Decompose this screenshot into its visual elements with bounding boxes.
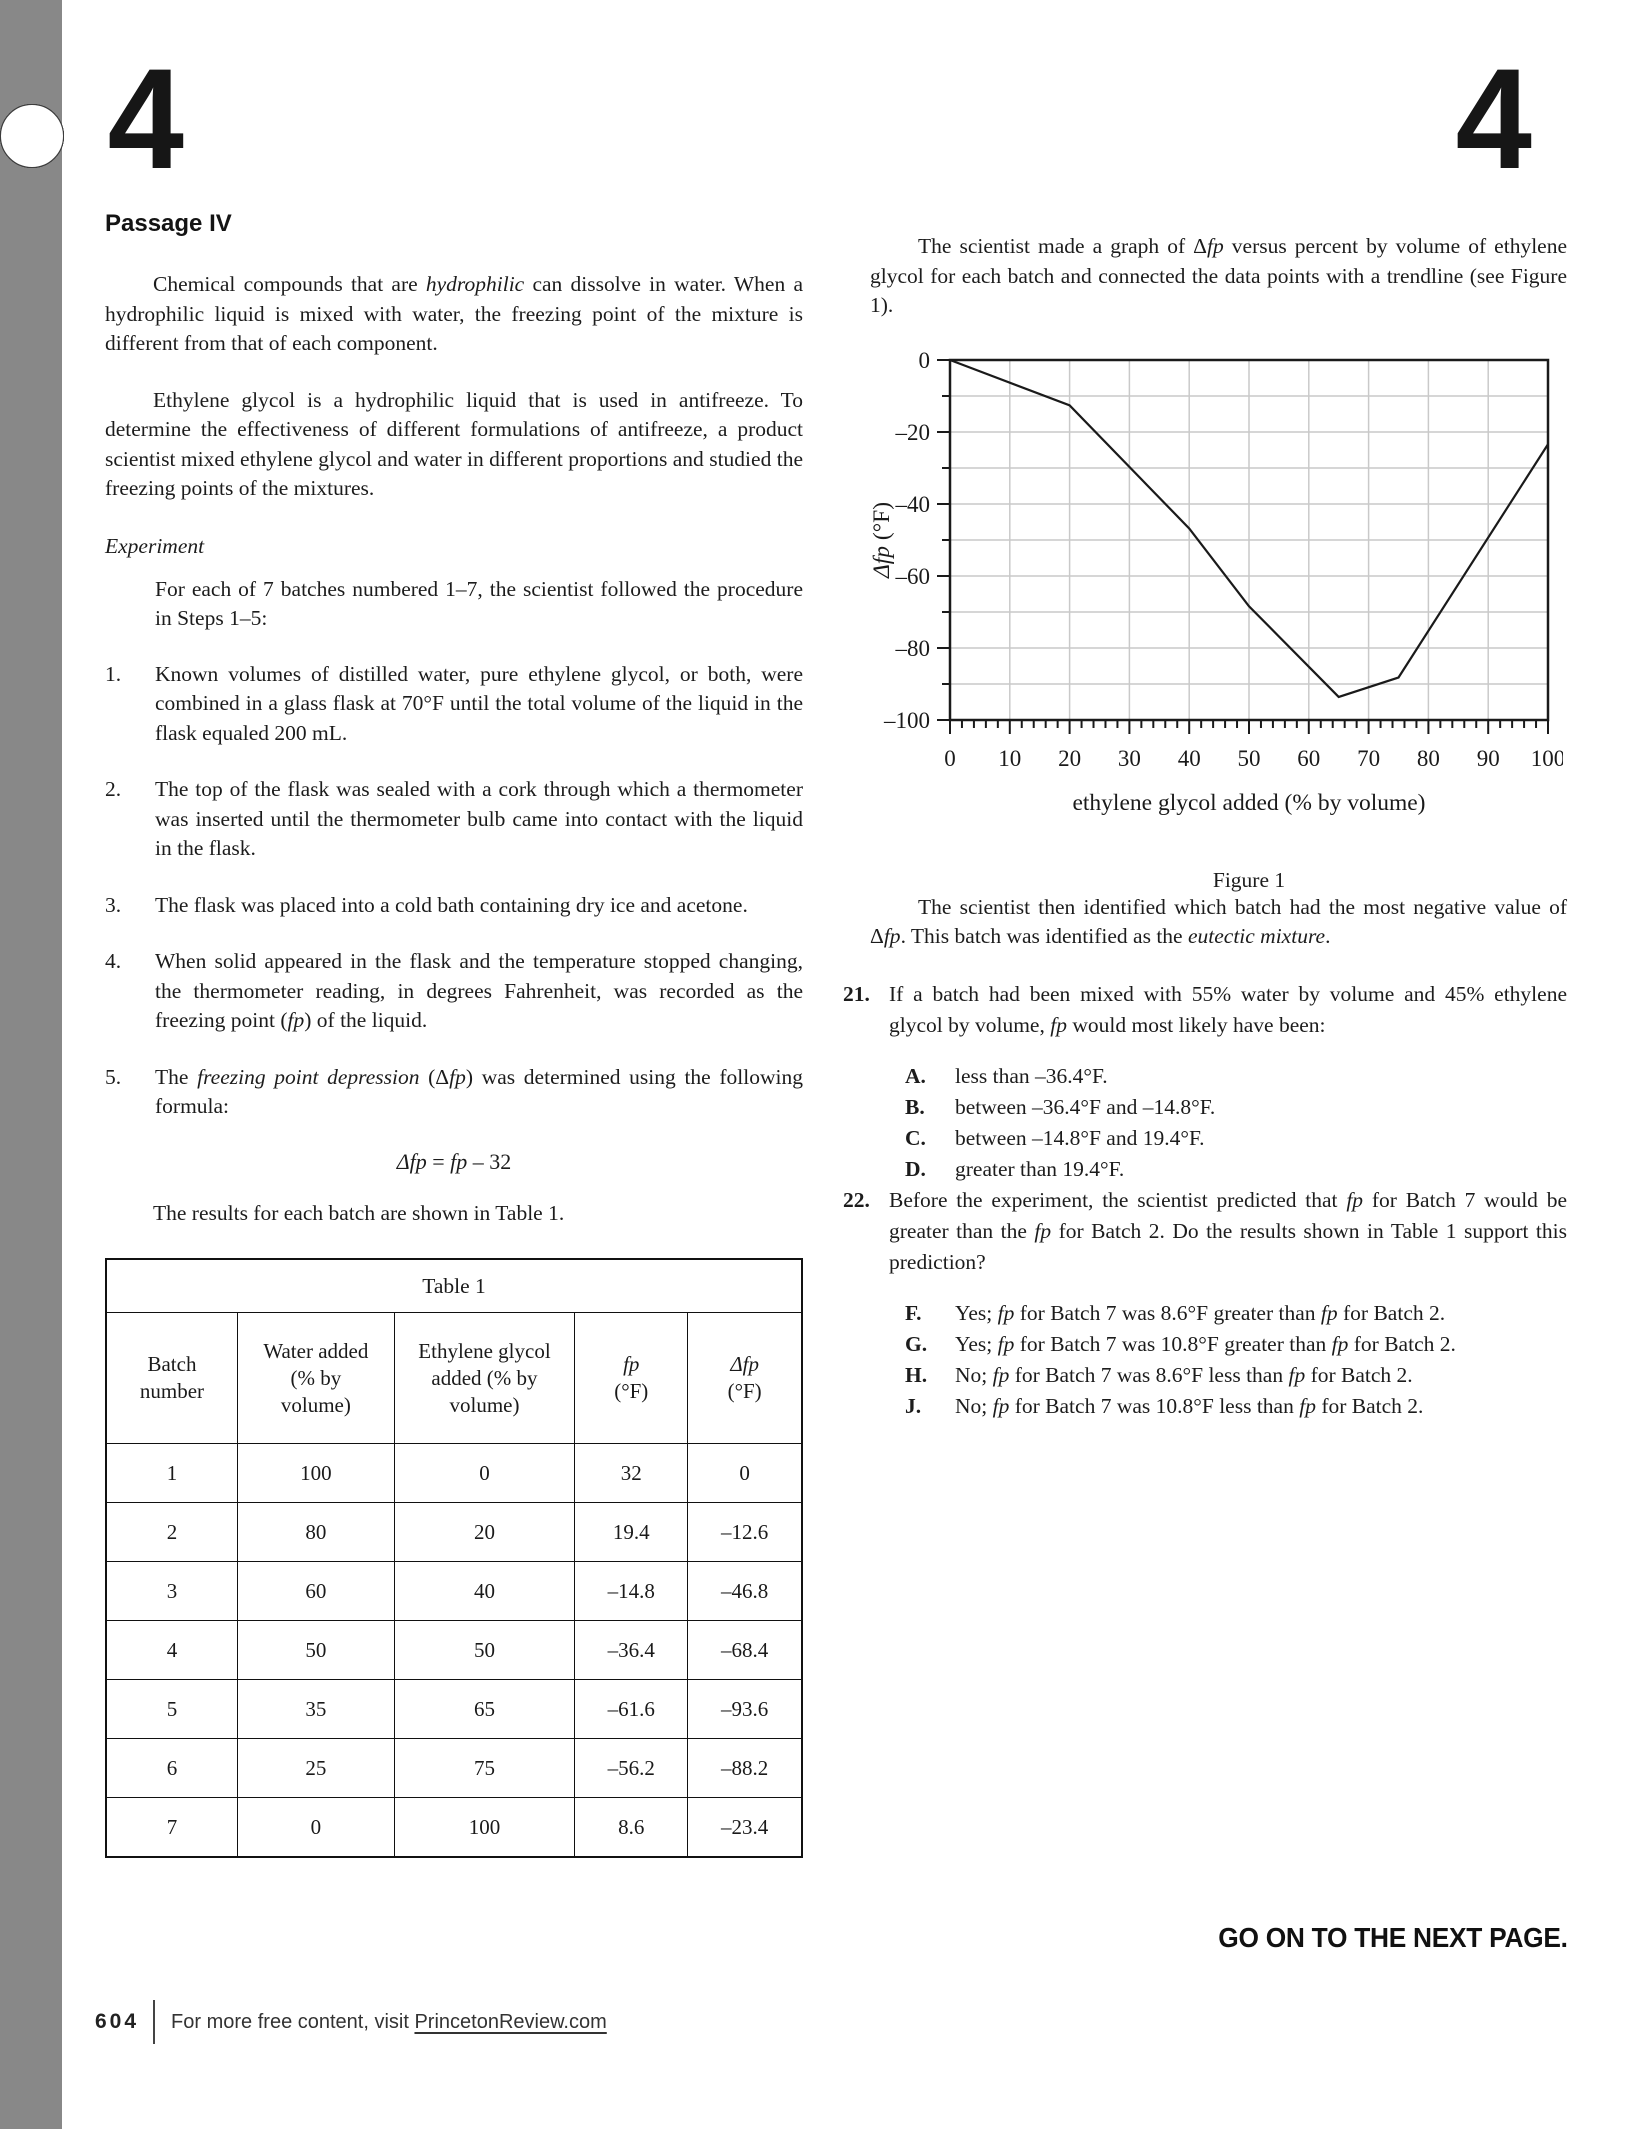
svg-text:–40: –40 [895,491,930,517]
choice-text: between –14.8°F and 19.4°F. [955,1125,1205,1150]
svg-text:–60: –60 [895,563,930,589]
formula: Δfp = fp – 32 [396,1148,512,1174]
cell-fp: 8.6 [575,1798,688,1858]
table-data-rows [106,1444,802,1858]
cell-fp: 19.4 [575,1503,688,1562]
answer-choice [905,1298,1567,1329]
passage-paragraph-2: Ethylene glycol is a hydrophilic liquid that is used in antifreeze. To determine the effectiveness of different formulations of antifreeze, a product scientist mixed ethylene glycol and water in different proportions and studied the freezing points of the mixtures. [105,387,803,500]
dfp-header-symbol: Δfp [730,1352,759,1376]
cell-fp: –56.2 [575,1739,688,1798]
table-title-row [106,1259,802,1313]
question-stem: Before the experiment, the scientist predicted that fp for Batch 7 would be greater than the fp for Batch 2. Do the results shown in Table 1 support this prediction? [889,1187,1567,1274]
choice-letter: G. [905,1331,928,1356]
table-row [106,1680,802,1739]
cell-batch: 3 [106,1562,237,1621]
cell-batch: 6 [106,1739,237,1798]
experiment-step [105,891,803,921]
svg-text:–100: –100 [884,707,930,733]
page-edge-bar [0,0,62,2129]
cell-glycol: 20 [394,1503,574,1562]
svg-text:80: 80 [1416,745,1440,771]
experiment-steps [105,660,803,1122]
after-figure-paragraph: The scientist then identified which batch had the most negative value of Δfp. This batch was identified as the eutectic mixture. [870,894,1567,948]
fp-header-symbol: fp [623,1352,640,1376]
choice-text: Yes; fp for Batch 7 was 10.8°F greater than fp for Batch 2. [955,1331,1456,1356]
column-header-fp [575,1313,688,1444]
table-1 [105,1258,803,1858]
column-header-glycol: Ethylene glycol added (% by volume) [394,1313,574,1444]
answer-choices [905,1061,1567,1185]
answer-choices [905,1298,1567,1422]
figure-intro: The scientist made a graph of Δfp versus percent by volume of ethylene glycol for each batch and connected the data points with a trendline (see Figure 1). [870,234,1567,317]
left-column [105,210,803,1858]
cell-dfp: –68.4 [688,1621,802,1680]
choice-text: Yes; fp for Batch 7 was 8.6°F greater than fp for Batch 2. [955,1300,1446,1325]
answer-bubble-icon [0,104,64,168]
table-1-body [106,1259,802,1444]
choice-text: less than –36.4°F. [955,1063,1108,1088]
choice-letter: D. [905,1156,926,1181]
passage-paragraph-1: Chemical compounds that are hydrophilic can dissolve in water. When a hydrophilic liquid is mixed with water, the freezing point of the mixture is different from that of each component. [105,272,803,355]
step-number: 3. [105,892,122,917]
column-header-water: Water added (% by volume) [237,1313,394,1444]
right-column [843,232,1567,1422]
table-row [106,1798,802,1858]
choice-letter: J. [905,1393,922,1418]
cell-glycol: 50 [394,1621,574,1680]
experiment-heading: Experiment [105,533,205,558]
answer-choice [905,1061,1567,1092]
step-number: 5. [105,1064,122,1089]
cell-batch: 4 [106,1621,237,1680]
svg-text:–20: –20 [895,419,930,445]
column-header-dfp [688,1313,802,1444]
cell-batch: 5 [106,1680,237,1739]
column-header-batch: Batch number [106,1313,237,1444]
experiment-step [105,1063,803,1122]
figure-caption: Figure 1 [1212,867,1286,892]
question-number: 21. [843,981,870,1006]
questions-block [843,979,1567,1422]
svg-text:–80: –80 [895,635,930,661]
cell-water: 25 [237,1739,394,1798]
answer-choice [905,1123,1567,1154]
choice-text: No; fp for Batch 7 was 8.6°F less than fp for Batch 2. [955,1362,1413,1387]
experiment-intro: For each of 7 batches numbered 1–7, the scientist followed the procedure in Steps 1–5: [155,576,803,630]
choice-letter: B. [905,1094,925,1119]
results-note: The results for each batch are shown in Table 1. [153,1200,565,1225]
svg-text:0: 0 [918,347,930,373]
page-number: 604 [95,2010,140,2033]
cell-glycol: 0 [394,1444,574,1503]
answer-choice [905,1092,1567,1123]
table-title: Table 1 [106,1259,802,1313]
choice-letter: C. [905,1125,926,1150]
choice-letter: F. [905,1300,922,1325]
question-head [843,1185,1567,1278]
step-number: 1. [105,661,122,686]
cell-fp: 32 [575,1444,688,1503]
svg-text:40: 40 [1177,745,1201,771]
svg-text:Δfp (°F): Δfp (°F) [869,501,895,578]
question-number: 22. [843,1187,870,1212]
cell-water: 100 [237,1444,394,1503]
svg-text:50: 50 [1237,745,1261,771]
footer-link[interactable]: PrincetonReview.com [414,2010,607,2033]
choice-text: greater than 19.4°F. [955,1156,1125,1181]
step-text: Known volumes of distilled water, pure ethylene glycol, or both, were combined in a glass flask at 70°F until the total volume of the liquid in the flask equaled 200 mL. [155,661,803,745]
cell-dfp: –23.4 [688,1798,802,1858]
question [843,979,1567,1185]
cell-water: 60 [237,1562,394,1621]
step-text: The top of the flask was sealed with a cork through which a thermometer was inserted until the thermometer bulb came into contact with the liquid in the flask. [155,777,803,860]
passage-title: Passage IV [105,210,232,237]
table-row [106,1503,802,1562]
choice-letter: A. [905,1063,926,1088]
experiment-step [105,947,803,1036]
choice-letter: H. [905,1362,928,1387]
footer-text [171,2011,607,2034]
cell-water: 50 [237,1621,394,1680]
answer-choice [905,1329,1567,1360]
cell-water: 80 [237,1503,394,1562]
step-text: When solid appeared in the flask and the temperature stopped changing, the thermometer reading, in degrees Fahrenheit, was recorded as the freezing point (fp) of the liquid. [155,949,803,1032]
cell-dfp: 0 [688,1444,802,1503]
section-number-left: 4 [107,40,184,199]
svg-text:0: 0 [944,745,956,771]
question [843,1185,1567,1422]
cell-glycol: 100 [394,1798,574,1858]
step-number: 2. [105,777,122,801]
cell-fp: –14.8 [575,1562,688,1621]
answer-choice [905,1360,1567,1391]
cell-dfp: –46.8 [688,1562,802,1621]
svg-text:60: 60 [1297,745,1321,771]
dfp-header-units: (°F) [727,1379,762,1403]
page-footer [95,2000,607,2044]
step-text: The flask was placed into a cold bath containing dry ice and acetone. [155,892,748,917]
figure-1-chart [863,348,1567,858]
cell-dfp: –88.2 [688,1739,802,1798]
go-on-instruction: GO ON TO THE NEXT PAGE. [1218,1922,1568,1953]
svg-text:30: 30 [1117,745,1141,771]
svg-text:70: 70 [1357,745,1381,771]
cell-water: 0 [237,1798,394,1858]
cell-batch: 7 [106,1798,237,1858]
question-stem: If a batch had been mixed with 55% water by volume and 45% ethylene glycol by volume, fp would most likely have been: [889,981,1567,1037]
step-number: 4. [105,949,122,973]
answer-choice [905,1391,1567,1422]
choice-text: No; fp for Batch 7 was 10.8°F less than fp for Batch 2. [955,1393,1424,1418]
section-number-right: 4 [1455,40,1532,199]
table-row [106,1444,802,1503]
cell-fp: –36.4 [575,1621,688,1680]
footer-text-label: For more free content, visit [171,2010,415,2033]
step-text: The freezing point depression (Δfp) was determined using the following formula: [155,1064,803,1118]
cell-water: 35 [237,1680,394,1739]
svg-text:90: 90 [1476,745,1500,771]
cell-glycol: 75 [394,1739,574,1798]
table-row [106,1562,802,1621]
table-row [106,1739,802,1798]
cell-dfp: –93.6 [688,1680,802,1739]
cell-glycol: 65 [394,1680,574,1739]
table-row [106,1621,802,1680]
svg-text:10: 10 [998,745,1022,771]
cell-dfp: –12.6 [688,1503,802,1562]
cell-batch: 1 [106,1444,237,1503]
cell-glycol: 40 [394,1562,574,1621]
choice-text: between –36.4°F and –14.8°F. [955,1094,1216,1119]
svg-text:ethylene glycol added (% by vo: ethylene glycol added (% by volume) [1072,789,1426,816]
cell-fp: –61.6 [575,1680,688,1739]
experiment-step [105,660,803,749]
footer-divider [153,2000,155,2044]
experiment-step [105,775,803,864]
question-head [843,979,1567,1041]
answer-choice [905,1154,1567,1185]
svg-text:20: 20 [1058,745,1082,771]
cell-batch: 2 [106,1503,237,1562]
svg-text:100: 100 [1530,745,1563,771]
fp-header-units: (°F) [614,1379,649,1403]
table-header-row [106,1313,802,1444]
